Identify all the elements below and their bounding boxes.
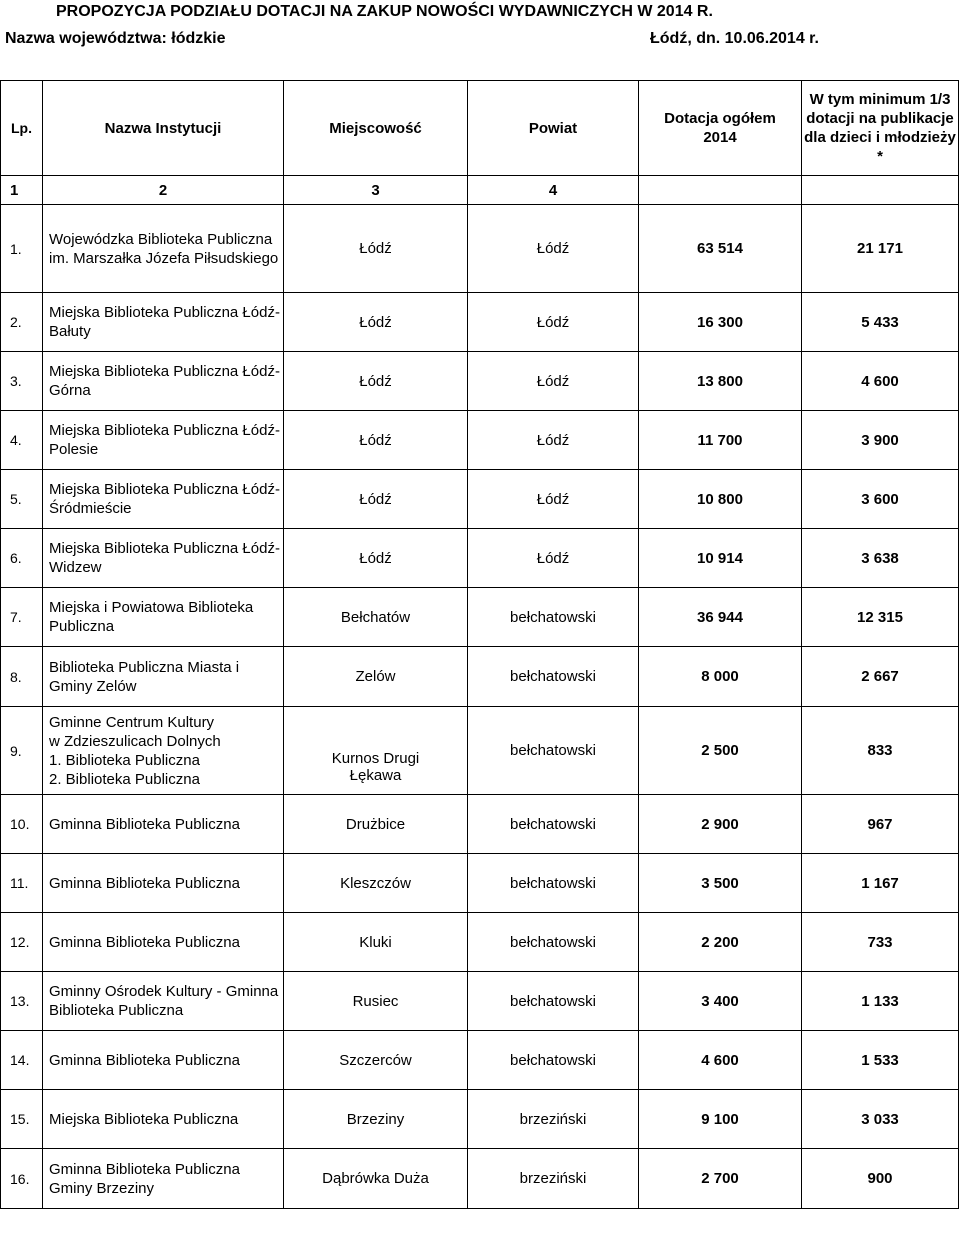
row-total: 36 944	[639, 588, 802, 647]
row-city: Rusiec	[284, 972, 468, 1031]
row-city: Łódź	[284, 293, 468, 352]
row-name: Miejska Biblioteka Publiczna Łódź-Polesie	[43, 411, 284, 470]
row-lp: 8.	[1, 647, 43, 707]
row-name: Wojewódzka Biblioteka Publiczna im. Marszałka Józefa Piłsudskiego	[43, 205, 284, 293]
row-total: 2 200	[639, 913, 802, 972]
table-row	[1, 647, 959, 707]
row-youth: 5 433	[802, 293, 959, 352]
col-header-city: Miejscowość	[284, 81, 468, 176]
row-city: Łódź	[284, 411, 468, 470]
col-number: 4	[468, 176, 639, 205]
row-total: 4 600	[639, 1031, 802, 1090]
place-date: Łódź, dn. 10.06.2014 r.	[650, 30, 819, 47]
row-youth: 733	[802, 913, 959, 972]
table-row	[1, 1090, 959, 1149]
row-youth: 1 167	[802, 854, 959, 913]
row-county: bełchatowski	[468, 1031, 639, 1090]
row-name: Gminna Biblioteka Publiczna	[43, 854, 284, 913]
row-county: Łódź	[468, 352, 639, 411]
row-city: Kluki	[284, 913, 468, 972]
grant-table	[0, 80, 959, 1209]
row-total: 11 700	[639, 411, 802, 470]
row-name: Miejska Biblioteka Publiczna Łódź-Śródmieście	[43, 470, 284, 529]
col-number: 3	[284, 176, 468, 205]
row-city: Łódź	[284, 352, 468, 411]
row-lp: 15.	[1, 1090, 43, 1149]
table-row	[1, 293, 959, 352]
table-header-row	[1, 81, 959, 176]
table-row	[1, 529, 959, 588]
row-lp: 9.	[1, 707, 43, 795]
row-city: Szczerców	[284, 1031, 468, 1090]
row-county: Łódź	[468, 529, 639, 588]
table-row	[1, 588, 959, 647]
row-city: Łódź	[284, 470, 468, 529]
table-row	[1, 795, 959, 854]
row-youth: 3 638	[802, 529, 959, 588]
row-city-line: Kurnos Drugi	[331, 750, 420, 767]
row-total: 2 900	[639, 795, 802, 854]
row-total: 13 800	[639, 352, 802, 411]
row-city: Drużbice	[284, 795, 468, 854]
row-county: Łódź	[468, 470, 639, 529]
row-lp: 5.	[1, 470, 43, 529]
row-city: Bełchatów	[284, 588, 468, 647]
row-name-line: 1. Biblioteka Publiczna	[49, 751, 200, 769]
col-header-youth: W tym minimum 1/3 dotacji na publikacje dla dzieci i młodzieży *	[802, 81, 959, 176]
document-title: PROPOZYCJA PODZIAŁU DOTACJI NA ZAKUP NOWOŚCI WYDAWNICZYCH W 2014 R.	[56, 3, 713, 20]
row-lp: 3.	[1, 352, 43, 411]
table-row	[1, 352, 959, 411]
row-total: 2 700	[639, 1149, 802, 1209]
col-header-name: Nazwa Instytucji	[43, 81, 284, 176]
table-row	[1, 411, 959, 470]
row-name-line: w Zdzieszulicach Dolnych	[49, 732, 221, 750]
row-name: Biblioteka Publiczna Miasta i Gminy Zelów	[43, 647, 284, 707]
row-youth: 21 171	[802, 205, 959, 293]
row-city: Dąbrówka Duża	[284, 1149, 468, 1209]
row-city: Łódź	[284, 205, 468, 293]
row-total: 2 500	[639, 707, 802, 795]
row-city: Kleszczów	[284, 854, 468, 913]
row-youth: 12 315	[802, 588, 959, 647]
row-city: Brzeziny	[284, 1090, 468, 1149]
row-county: Łódź	[468, 205, 639, 293]
row-total: 3 400	[639, 972, 802, 1031]
col-number: 1	[1, 176, 43, 205]
row-name: Miejska Biblioteka Publiczna Łódź-Widzew	[43, 529, 284, 588]
row-county: Łódź	[468, 411, 639, 470]
row-youth: 900	[802, 1149, 959, 1209]
row-total: 10 914	[639, 529, 802, 588]
row-county: Łódź	[468, 293, 639, 352]
row-youth: 3 600	[802, 470, 959, 529]
row-county: bełchatowski	[468, 707, 639, 795]
row-name	[43, 707, 284, 795]
row-name: Gminna Biblioteka Publiczna	[43, 1031, 284, 1090]
row-name: Miejska Biblioteka Publiczna Łódź-Górna	[43, 352, 284, 411]
row-lp: 16.	[1, 1149, 43, 1209]
row-lp: 7.	[1, 588, 43, 647]
voivodeship-label: Nazwa województwa: łódzkie	[5, 30, 226, 47]
row-county: bełchatowski	[468, 913, 639, 972]
row-city: Łódź	[284, 529, 468, 588]
row-youth: 1 533	[802, 1031, 959, 1090]
row-lp: 11.	[1, 854, 43, 913]
table-row	[1, 854, 959, 913]
table-row	[1, 205, 959, 293]
row-county: brzeziński	[468, 1090, 639, 1149]
row-lp: 1.	[1, 205, 43, 293]
row-county: bełchatowski	[468, 588, 639, 647]
row-city	[284, 707, 468, 795]
table-row	[1, 1031, 959, 1090]
row-name-line: Gminne Centrum Kultury	[49, 713, 215, 731]
row-youth: 1 133	[802, 972, 959, 1031]
row-lp: 14.	[1, 1031, 43, 1090]
row-name: Miejska Biblioteka Publiczna Łódź-Bałuty	[43, 293, 284, 352]
row-youth: 3 033	[802, 1090, 959, 1149]
row-name: Gminna Biblioteka Publiczna	[43, 913, 284, 972]
row-total: 16 300	[639, 293, 802, 352]
row-county: bełchatowski	[468, 972, 639, 1031]
row-name: Gminna Biblioteka Publiczna	[43, 795, 284, 854]
row-city-line: Łękawa	[349, 767, 402, 784]
row-youth: 3 900	[802, 411, 959, 470]
row-name: Miejska Biblioteka Publiczna	[43, 1090, 284, 1149]
row-county: brzeziński	[468, 1149, 639, 1209]
table-row	[1, 470, 959, 529]
row-city: Zelów	[284, 647, 468, 707]
col-header-lp: Lp.	[1, 81, 43, 176]
col-header-total: Dotacja ogółem 2014	[639, 81, 802, 176]
row-lp: 2.	[1, 293, 43, 352]
row-lp: 13.	[1, 972, 43, 1031]
row-youth: 833	[802, 707, 959, 795]
row-lp: 6.	[1, 529, 43, 588]
table-row	[1, 707, 959, 795]
row-county: bełchatowski	[468, 647, 639, 707]
row-county: bełchatowski	[468, 795, 639, 854]
row-lp: 10.	[1, 795, 43, 854]
row-total: 9 100	[639, 1090, 802, 1149]
col-number: 2	[43, 176, 284, 205]
table-row	[1, 1149, 959, 1209]
row-total: 3 500	[639, 854, 802, 913]
row-name: Gminna Biblioteka Publiczna Gminy Brzeziny	[43, 1149, 284, 1209]
row-total: 10 800	[639, 470, 802, 529]
table-row	[1, 913, 959, 972]
row-name-line: 2. Biblioteka Publiczna	[49, 770, 200, 788]
row-lp: 12.	[1, 913, 43, 972]
row-name: Miejska i Powiatowa Biblioteka Publiczna	[43, 588, 284, 647]
row-name: Gminny Ośrodek Kultury - Gminna Biblioteka Publiczna	[43, 972, 284, 1031]
row-total: 63 514	[639, 205, 802, 293]
row-county: bełchatowski	[468, 854, 639, 913]
row-youth: 4 600	[802, 352, 959, 411]
col-header-county: Powiat	[468, 81, 639, 176]
table-row	[1, 972, 959, 1031]
row-youth: 967	[802, 795, 959, 854]
row-lp: 4.	[1, 411, 43, 470]
row-total: 8 000	[639, 647, 802, 707]
row-youth: 2 667	[802, 647, 959, 707]
column-number-row	[1, 176, 959, 205]
